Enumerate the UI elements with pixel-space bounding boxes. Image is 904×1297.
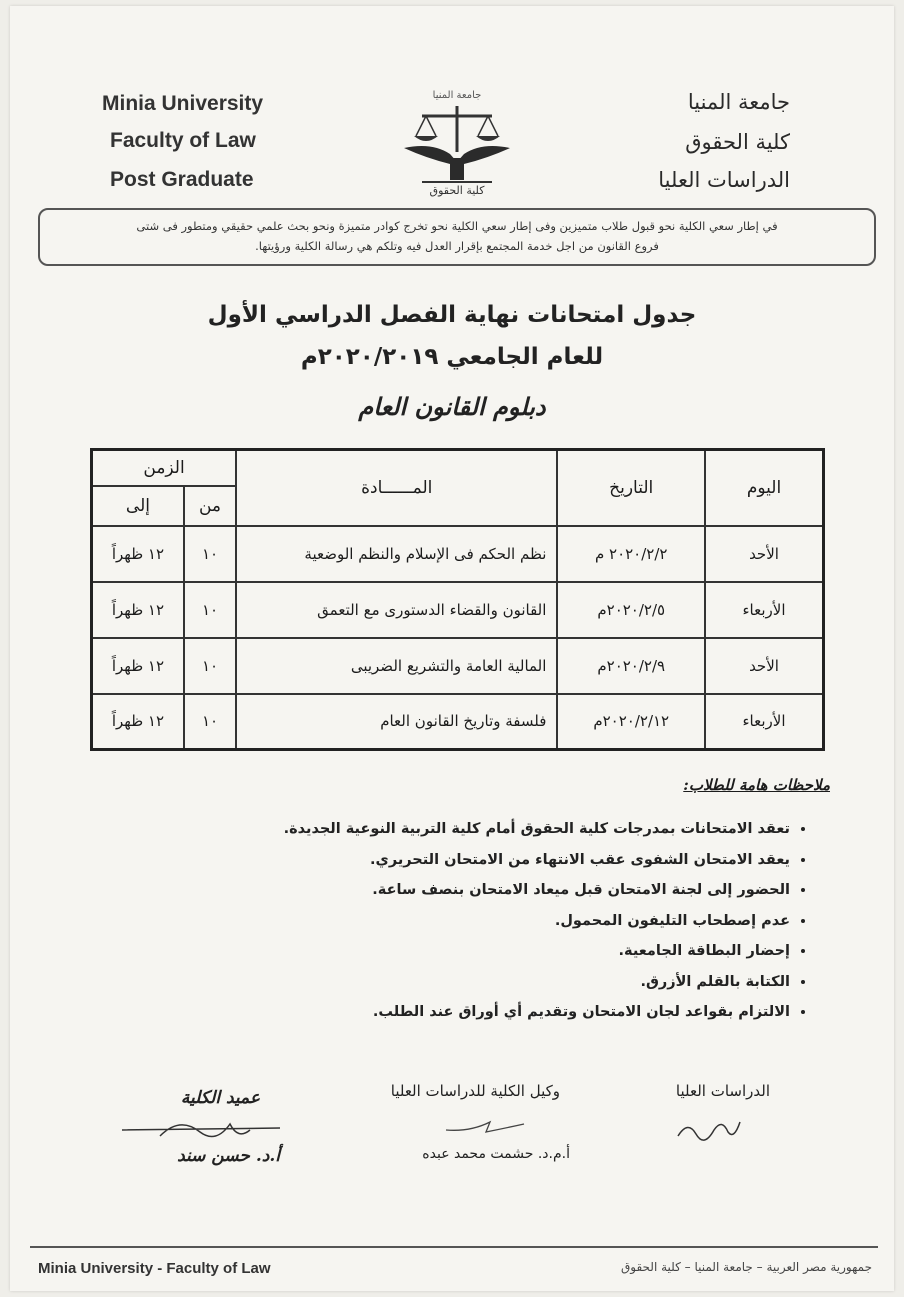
mission-line-1: في إطار سعي الكلية نحو قبول طلاب متميزين وفى إطار سعي الكلية نحو تخرج كوادر متميزة ونحو بحث علمي حقيقي ومتطور فى شتى <box>136 219 778 233</box>
cell-subject: فلسفة وتاريخ القانون العام <box>236 694 557 750</box>
list-item: • الالتزام بقواعد لجان الامتحان وتقديم أي أوراق عند الطلب. <box>160 997 790 1028</box>
notes-list <box>160 814 812 1028</box>
handwritten-signature-grad <box>670 1106 760 1146</box>
handwritten-signature-dean <box>120 1110 290 1150</box>
list-item: • تعقد الامتحانات بمدرجات كلية الحقوق أمام كلية التربية النوعية الجديدة. <box>160 814 790 845</box>
header-date: التاريخ <box>557 450 705 526</box>
cell-subject: القانون والقضاء الدستورى مع التعمق <box>236 582 557 638</box>
program-name: دبلوم القانون العام <box>358 392 546 421</box>
footer-divider <box>30 1246 878 1248</box>
footer-en-text: Minia University - Faculty of Law <box>38 1260 271 1277</box>
mission-statement-box <box>38 208 876 266</box>
cell-date: ٢٠٢٠/٢/٢ م <box>557 526 705 582</box>
cell-from: ١٠ <box>184 694 236 750</box>
document-page <box>10 6 894 1291</box>
cell-day: الأربعاء <box>705 694 823 750</box>
schedule-title: جدول امتحانات نهاية الفصل الدراسي الأول <box>207 302 697 328</box>
cell-day: الأحد <box>705 638 823 694</box>
exam-schedule-table <box>90 448 825 751</box>
table-row <box>92 638 824 694</box>
list-item: • الحضور إلى لجنة الامتحان قبل ميعاد الامتحان بنصف ساعة. <box>160 875 790 906</box>
scales-of-justice-icon <box>392 102 522 194</box>
table-row <box>92 582 824 638</box>
handwritten-signature-vice-dean <box>440 1110 530 1140</box>
list-item: • الكتابة بالقلم الأزرق. <box>160 967 790 998</box>
header-day: اليوم <box>705 450 823 526</box>
signature-dean-name: أ.د. حسن سند <box>177 1146 280 1166</box>
signature-vice-dean-title: وكيل الكلية للدراسات العليا <box>390 1082 560 1100</box>
header-ar-dept: الدراسات العليا <box>658 168 790 192</box>
mission-line-2: فروع القانون من اجل خدمة المجتمع بإقرار العدل فيه وتلكم هي رسالة الكلية ورؤيتها. <box>255 239 659 253</box>
header-en-faculty: Faculty of Law <box>110 129 256 152</box>
cell-from: ١٠ <box>184 638 236 694</box>
cell-from: ١٠ <box>184 526 236 582</box>
academic-year: للعام الجامعي ٢٠٢٠/٢٠١٩م <box>300 344 604 370</box>
list-item: • إحضار البطاقة الجامعية. <box>160 936 790 967</box>
header-from: من <box>184 486 236 526</box>
header-subject: المــــــادة <box>236 450 557 526</box>
cell-date: ٢٠٢٠/٢/٩م <box>557 638 705 694</box>
footer-ar-text: جمهورية مصر العربية – جامعة المنيا – كلية الحقوق <box>620 1260 872 1274</box>
logo-top-text: جامعة المنيا <box>432 90 482 101</box>
header-time: الزمن <box>92 450 237 486</box>
cell-date: ٢٠٢٠/٢/٥م <box>557 582 705 638</box>
logo-bottom-text: كلية الحقوق <box>429 184 485 197</box>
signature-grad-studies-title: الدراسات العليا <box>675 1082 770 1100</box>
header-ar-faculty: كلية الحقوق <box>685 130 790 154</box>
cell-to: ١٢ ظهراً <box>92 582 184 638</box>
cell-day: الأحد <box>705 526 823 582</box>
cell-to: ١٢ ظهراً <box>92 694 184 750</box>
cell-to: ١٢ ظهراً <box>92 638 184 694</box>
cell-subject: نظم الحكم فى الإسلام والنظم الوضعية <box>236 526 557 582</box>
cell-to: ١٢ ظهراً <box>92 526 184 582</box>
table-row <box>92 694 824 750</box>
list-item: • عدم إصطحاب التليفون المحمول. <box>160 906 790 937</box>
header-en-dept: Post Graduate <box>110 168 254 191</box>
cell-date: ٢٠٢٠/٢/١٢م <box>557 694 705 750</box>
cell-subject: المالية العامة والتشريع الضريبى <box>236 638 557 694</box>
header-ar-university: جامعة المنيا <box>687 90 790 114</box>
list-item: • يعقد الامتحان الشفوى عقب الانتهاء من الامتحان التحريري. <box>160 845 790 876</box>
cell-from: ١٠ <box>184 582 236 638</box>
table-row <box>92 526 824 582</box>
cell-day: الأربعاء <box>705 582 823 638</box>
table-header-row <box>92 450 824 486</box>
header-to: إلى <box>92 486 184 526</box>
signature-vice-dean-name: أ.م.د. حشمت محمد عبده <box>422 1146 570 1162</box>
notes-title: ملاحظات هامة للطلاب: <box>683 776 830 794</box>
header-en-university: Minia University <box>102 92 264 115</box>
signature-dean-title: عميد الكلية <box>180 1088 260 1108</box>
faculty-logo <box>392 90 522 200</box>
